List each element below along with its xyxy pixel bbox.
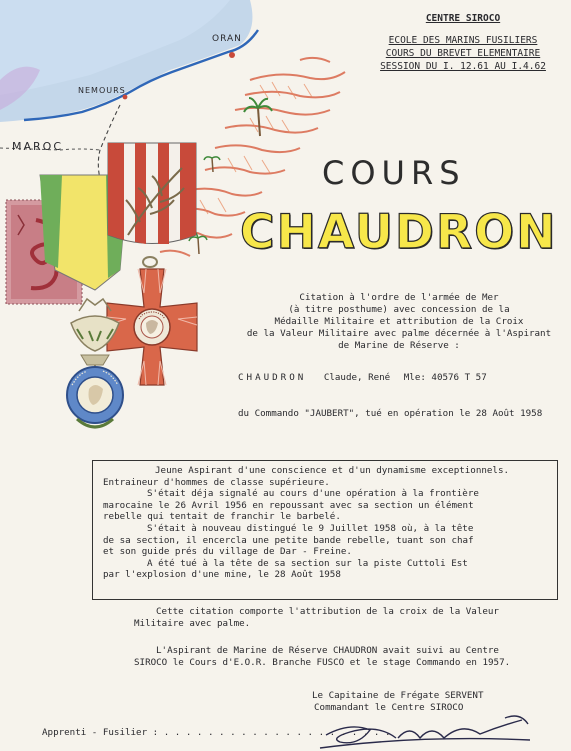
training-paragraph bbox=[134, 645, 558, 669]
box-line: et son guide prés du village de Dar - Freine. bbox=[103, 546, 352, 558]
citation-line: de la Valeur Militaire avec palme décernée à l'Aspirant bbox=[246, 328, 552, 339]
commando-line: du Commando "JAUBERT", tué en opération le 28 Août 1958 bbox=[238, 408, 543, 419]
person-matricule: Mle: 40576 T 57 bbox=[403, 372, 487, 383]
para-line: L'Aspirant de Marine de Réserve CHAUDRON avait suivi au Centre bbox=[156, 645, 499, 656]
box-line: Entraineur d'hommes de classe supérieure. bbox=[103, 476, 330, 488]
header-block bbox=[368, 12, 558, 73]
person-surname: CHAUDRON bbox=[238, 372, 307, 383]
apprenti-field: Apprenti - Fusilier : . . . . . . . . . . . . . . . . . . . . . bbox=[42, 727, 391, 738]
citation-line: de Marine de Réserve : bbox=[338, 340, 460, 351]
citation-line: (à titre posthume) avec concession de la bbox=[288, 304, 510, 315]
para-line: Cette citation comporte l'attribution de la croix de la Valeur bbox=[156, 606, 499, 617]
map-label-oran: ORAN bbox=[212, 34, 242, 44]
signer-line: Le Capitaine de Frégate SERVENT bbox=[312, 690, 484, 701]
citation-line: Médaille Militaire et attribution de la Croix bbox=[274, 316, 524, 327]
box-line: Jeune Aspirant d'une conscience et d'un dynamisme exceptionnels. bbox=[155, 465, 510, 476]
box-line: rebelle qui tentait de franchir le barbelé. bbox=[103, 511, 341, 523]
map-label-nemours: NEMOURS bbox=[78, 86, 126, 95]
city-oran-marker bbox=[229, 52, 235, 58]
header-centre: CENTRE SIROCO bbox=[425, 13, 501, 24]
medal-ring bbox=[143, 257, 157, 267]
map-label-maroc: MAROC bbox=[12, 140, 63, 153]
box-line: par l'explosion d'une mine, le 28 Août 1958 bbox=[103, 569, 341, 581]
title-name: CHAUDRON bbox=[240, 205, 558, 260]
box-line: marocaine le 26 Avril 1956 en repoussant avec sa section un élément bbox=[103, 499, 474, 511]
para-line: Militaire avec palme. bbox=[134, 618, 251, 629]
header-line: SESSION DU I. 12.61 AU I.4.62 bbox=[380, 61, 546, 72]
box-line: A été tué à la tête de sa section sur la piste Cuttoli Est bbox=[147, 557, 468, 569]
citation-line: Citation à l'ordre de l'armée de Mer bbox=[299, 292, 499, 303]
person-given-names: Claude, René bbox=[323, 372, 391, 383]
signer-line: Commandant le Centre SIROCO bbox=[314, 702, 464, 713]
signer-block bbox=[312, 690, 542, 714]
header-line: COURS DU BREVET ELEMENTAIRE bbox=[385, 48, 541, 59]
citation-text bbox=[238, 292, 560, 352]
palm-tree-icon bbox=[244, 98, 272, 136]
croix-valeur-militaire bbox=[107, 269, 197, 385]
para-line: SIROCO le Cours d'E.O.R. Branche FUSCO et le stage Commando en 1957. bbox=[134, 657, 511, 668]
box-line: de sa section, il encercla une petite bande rebelle, tuant son chaf bbox=[103, 534, 474, 546]
person-line bbox=[238, 372, 568, 383]
citation-box bbox=[92, 460, 558, 600]
croix-valeur-ribbon bbox=[108, 143, 196, 244]
attribution-paragraph bbox=[134, 606, 558, 630]
title-cours: COURS bbox=[322, 154, 466, 192]
header-line: ECOLE DES MARINS FUSILIERS bbox=[388, 35, 538, 46]
box-line: S'était à nouveau distingué le 9 Juillet 1958 où, à la tête bbox=[147, 522, 474, 534]
city-nemours-marker bbox=[123, 95, 128, 100]
box-line: S'était déja signalé au cours d'une opération à la frontière bbox=[147, 488, 479, 500]
